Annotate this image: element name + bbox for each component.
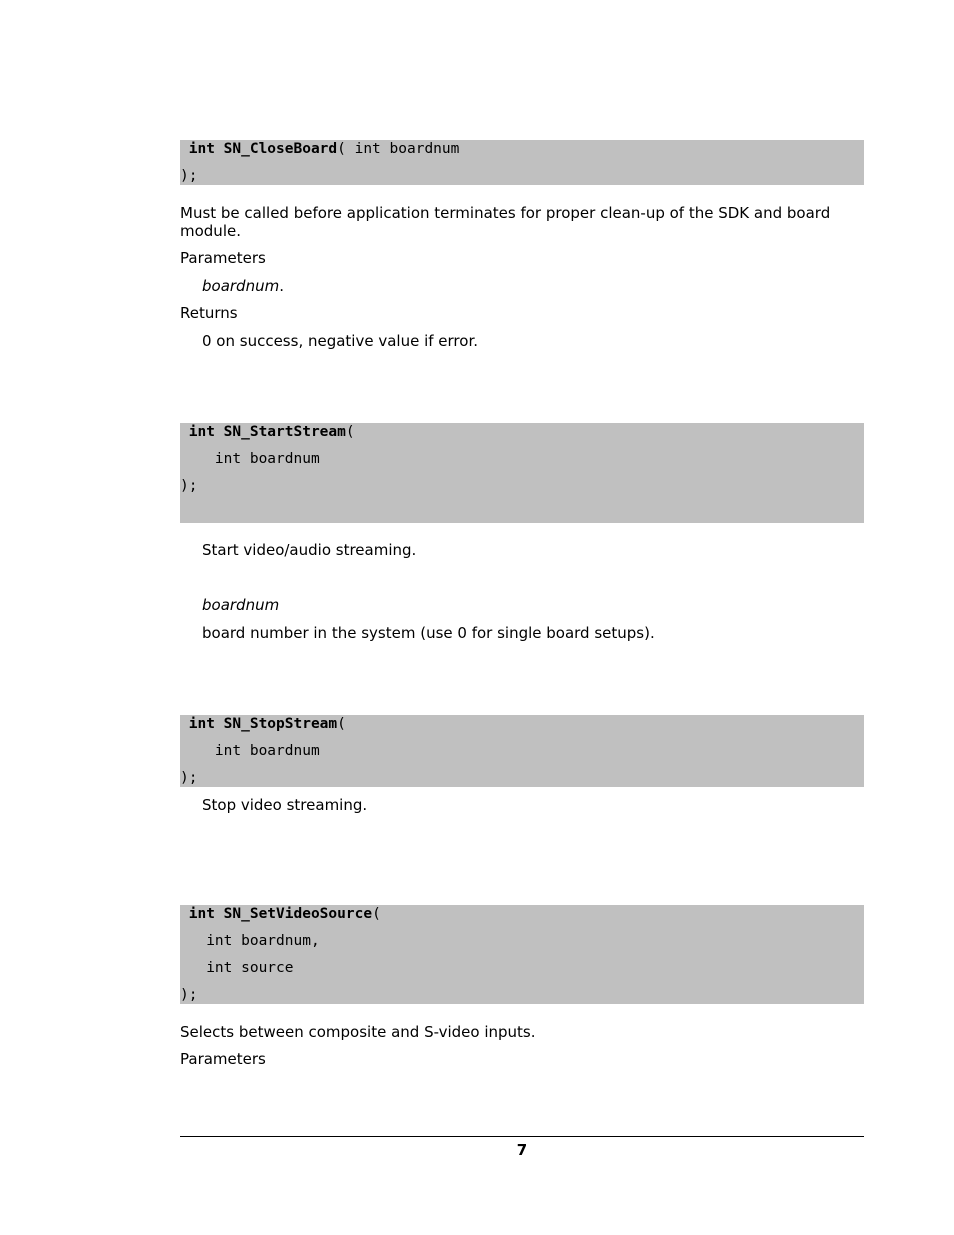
- start-stream-param-name: boardnum: [202, 596, 280, 614]
- code-line: );: [180, 168, 198, 184]
- start-stream-param-desc: board number in the system (use 0 for single board setups).: [202, 624, 655, 642]
- code-block-set-video-source: [180, 905, 864, 1004]
- close-board-returns-text: 0 on success, negative value if error.: [202, 332, 479, 350]
- code-block-stop-stream: [180, 715, 864, 787]
- close-board-param: boardnum.: [202, 277, 284, 295]
- close-board-parameters-heading: Parameters: [180, 249, 266, 267]
- code-block-start-stream: [180, 423, 864, 523]
- code-line: int boardnum,: [180, 933, 320, 949]
- code-line: int SN_StopStream(: [180, 716, 346, 732]
- code-line: int boardnum: [180, 743, 320, 759]
- code-block-close-board: [180, 140, 864, 185]
- footer-divider: [180, 1136, 864, 1137]
- code-line: int SN_CloseBoard( int boardnum: [180, 141, 460, 157]
- stop-stream-description: Stop video streaming.: [202, 796, 368, 814]
- close-board-returns-heading: Returns: [180, 304, 238, 322]
- start-stream-description: Start video/audio streaming.: [202, 541, 417, 559]
- code-line: int source: [180, 960, 294, 976]
- code-line: );: [180, 770, 198, 786]
- page-number: 7: [516, 1141, 528, 1159]
- code-line: );: [180, 478, 198, 494]
- code-line: );: [180, 987, 198, 1003]
- set-video-source-description: Selects between composite and S-video inputs.: [180, 1023, 536, 1041]
- code-line: int boardnum: [180, 451, 320, 467]
- set-video-source-parameters-heading: Parameters: [180, 1050, 266, 1068]
- code-line: int SN_SetVideoSource(: [180, 906, 381, 922]
- code-line: int SN_StartStream(: [180, 424, 355, 440]
- close-board-description: Must be called before application terminates for proper clean-up of the SDK and board module.: [180, 204, 831, 240]
